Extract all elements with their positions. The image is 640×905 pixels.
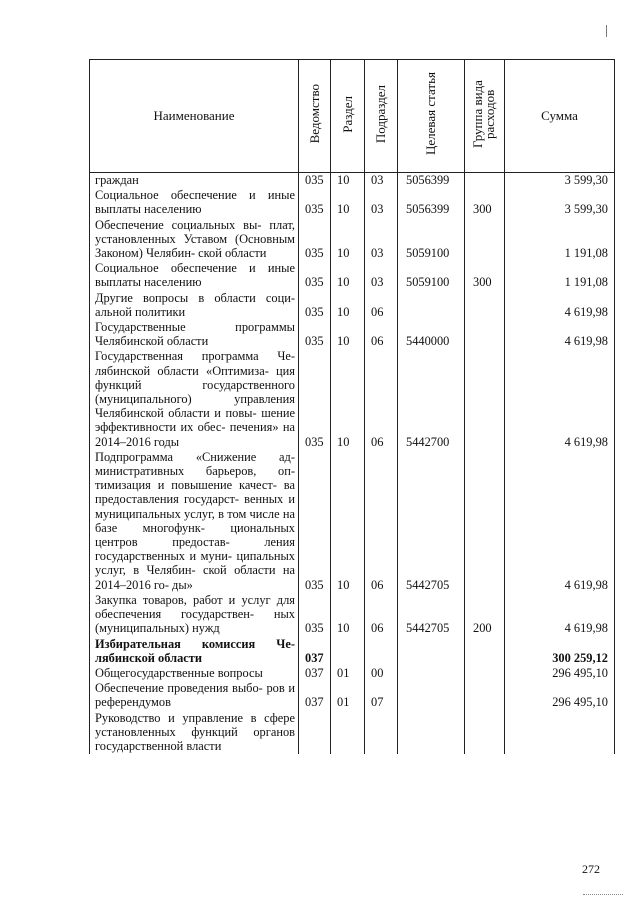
cell-section: 10 (331, 320, 365, 349)
table-row (90, 666, 615, 681)
cell-name: Обеспечение социальных вы- плат, установленных Уставом (Основным Законом) Челябин- ской области (90, 218, 299, 262)
cell-subsection: 06 (365, 320, 398, 349)
cell-expense-group (465, 711, 505, 755)
cell-section (331, 711, 365, 755)
cell-expense-group (465, 218, 505, 262)
cell-target-article: 5056399 (398, 188, 465, 217)
cell-name: Обеспечение проведения выбо- ров и референдумов (90, 681, 299, 710)
cell-section (331, 637, 365, 666)
cell-target-article (398, 666, 465, 681)
header-name: Наименование (90, 60, 299, 173)
table-row (90, 450, 615, 593)
cell-amount: 296 495,10 (505, 666, 615, 681)
cell-subsection: 06 (365, 349, 398, 449)
cell-amount: 3 599,30 (505, 173, 615, 189)
cell-subsection (365, 711, 398, 755)
cell-subsection (365, 637, 398, 666)
cell-name: Государственные программы Челябинской области (90, 320, 299, 349)
cell-expense-group (465, 637, 505, 666)
table-header-row (90, 60, 615, 173)
cell-section: 01 (331, 681, 365, 710)
cell-name: Другие вопросы в области соци- альной политики (90, 291, 299, 320)
footer-rule (583, 894, 623, 895)
header-department: Ведомство (299, 60, 331, 173)
cell-department: 035 (299, 291, 331, 320)
scan-mark (606, 25, 607, 37)
cell-expense-group (465, 173, 505, 189)
cell-department (299, 711, 331, 755)
cell-department: 035 (299, 173, 331, 189)
cell-expense-group (465, 320, 505, 349)
cell-amount (505, 711, 615, 755)
cell-section: 10 (331, 261, 365, 290)
header-section: Раздел (331, 60, 365, 173)
cell-subsection: 06 (365, 593, 398, 637)
cell-expense-group: 300 (465, 261, 505, 290)
cell-expense-group (465, 681, 505, 710)
cell-name: Общегосударственные вопросы (90, 666, 299, 681)
table-row (90, 188, 615, 217)
cell-section: 10 (331, 173, 365, 189)
table-row (90, 593, 615, 637)
cell-amount: 296 495,10 (505, 681, 615, 710)
table-row (90, 173, 615, 189)
cell-amount: 3 599,30 (505, 188, 615, 217)
cell-section: 10 (331, 450, 365, 593)
cell-expense-group: 300 (465, 188, 505, 217)
cell-amount: 4 619,98 (505, 291, 615, 320)
header-amount: Сумма (505, 60, 615, 173)
table-row (90, 261, 615, 290)
cell-amount: 1 191,08 (505, 261, 615, 290)
cell-target-article: 5442705 (398, 593, 465, 637)
table-row (90, 711, 615, 755)
table-row (90, 320, 615, 349)
cell-name: Избирательная комиссия Че- лябинской области (90, 637, 299, 666)
cell-subsection: 03 (365, 261, 398, 290)
budget-table (89, 59, 615, 754)
cell-subsection: 07 (365, 681, 398, 710)
cell-subsection: 06 (365, 450, 398, 593)
cell-expense-group (465, 450, 505, 593)
cell-department: 037 (299, 681, 331, 710)
cell-subsection: 03 (365, 188, 398, 217)
cell-amount: 4 619,98 (505, 450, 615, 593)
table-row (90, 637, 615, 666)
cell-name: Социальное обеспечение и иные выплаты населению (90, 188, 299, 217)
cell-name: Закупка товаров, работ и услуг для обеспечения государствен- ных (муниципальных) нужд (90, 593, 299, 637)
table-row (90, 291, 615, 320)
cell-department: 035 (299, 218, 331, 262)
cell-target-article: 5440000 (398, 320, 465, 349)
cell-name: Руководство и управление в сфере установленных функций органов государственной власти (90, 711, 299, 755)
cell-department: 035 (299, 593, 331, 637)
header-expense-group: Группа вида расходов (465, 60, 505, 173)
header-subsection: Подраздел (365, 60, 398, 173)
cell-department: 035 (299, 261, 331, 290)
cell-section: 01 (331, 666, 365, 681)
cell-amount: 4 619,98 (505, 320, 615, 349)
cell-subsection: 03 (365, 173, 398, 189)
cell-name: Социальное обеспечение и иные выплаты населению (90, 261, 299, 290)
cell-department: 037 (299, 666, 331, 681)
cell-expense-group: 200 (465, 593, 505, 637)
cell-amount: 4 619,98 (505, 349, 615, 449)
cell-department: 035 (299, 349, 331, 449)
header-target-article: Целевая статья (398, 60, 465, 173)
cell-expense-group (465, 349, 505, 449)
cell-name: граждан (90, 173, 299, 189)
cell-target-article: 5442705 (398, 450, 465, 593)
table-body (90, 173, 615, 755)
cell-target-article: 5059100 (398, 218, 465, 262)
cell-subsection: 06 (365, 291, 398, 320)
cell-name: Государственная программа Че- лябинской области «Оптимиза- ция функций государственного (муниципального) управления Челябинской области и повы- шение эффективности их обес- печения» на 2014–2016 годы (90, 349, 299, 449)
cell-target-article (398, 637, 465, 666)
cell-department: 035 (299, 320, 331, 349)
cell-subsection: 00 (365, 666, 398, 681)
table-row (90, 681, 615, 710)
table-row (90, 349, 615, 449)
cell-name: Подпрограмма «Снижение ад- министративных барьеров, оп- тимизация и повышение качест- ва предоставления государст- венных и муниципальных услуг, в том числе на базе многофунк- циональных центров предостав- ления государственных и муни- ципальных услуг, в Челябин- ской области на 2014–2016 го- ды» (90, 450, 299, 593)
cell-amount: 1 191,08 (505, 218, 615, 262)
cell-target-article: 5442700 (398, 349, 465, 449)
cell-department: 037 (299, 637, 331, 666)
cell-target-article: 5056399 (398, 173, 465, 189)
cell-target-article (398, 291, 465, 320)
cell-target-article (398, 681, 465, 710)
cell-department: 035 (299, 188, 331, 217)
cell-target-article: 5059100 (398, 261, 465, 290)
cell-expense-group (465, 291, 505, 320)
cell-amount: 300 259,12 (505, 637, 615, 666)
cell-amount: 4 619,98 (505, 593, 615, 637)
cell-section: 10 (331, 349, 365, 449)
cell-subsection: 03 (365, 218, 398, 262)
page-number: 272 (582, 862, 600, 876)
cell-department: 035 (299, 450, 331, 593)
cell-section: 10 (331, 188, 365, 217)
cell-expense-group (465, 666, 505, 681)
cell-section: 10 (331, 291, 365, 320)
cell-target-article (398, 711, 465, 755)
cell-section: 10 (331, 218, 365, 262)
cell-section: 10 (331, 593, 365, 637)
table-row (90, 218, 615, 262)
